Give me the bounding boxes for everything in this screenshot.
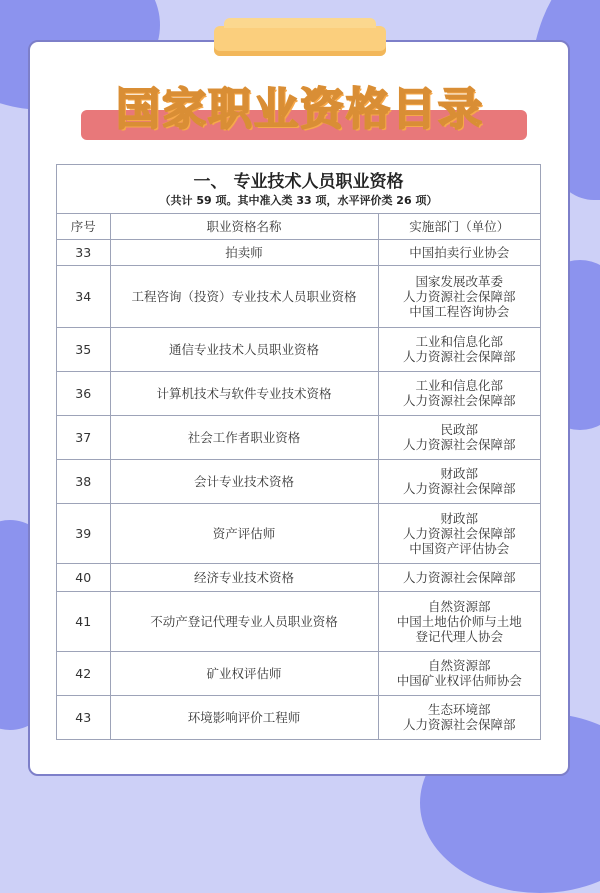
row-number: 43: [57, 695, 110, 739]
qualification-name: 不动产登记代理专业人员职业资格: [110, 591, 378, 651]
table-row: [57, 327, 540, 371]
qualification-name: 工程咨询（投资）专业技术人员职业资格: [110, 265, 378, 327]
table-header-row: [57, 214, 540, 239]
department-name: 人力资源社会保障部: [402, 393, 516, 408]
department-name: 国家发展改革委: [415, 273, 503, 289]
table-row: [57, 459, 540, 503]
department-name: 人力资源社会保障部: [402, 525, 516, 541]
qualification-name: 计算机技术与软件专业技术资格: [110, 371, 378, 415]
department-name: 财政部: [440, 510, 478, 526]
table-row: [57, 651, 540, 695]
row-number: 33: [57, 239, 110, 265]
qualification-name: 会计专业技术资格: [110, 459, 378, 503]
department-name: 中国拍卖行业协会: [409, 244, 510, 260]
table-row: [57, 503, 540, 563]
table-row: [57, 591, 540, 651]
department-name: 自然资源部: [427, 658, 491, 673]
implementing-departments: [378, 415, 540, 459]
department-name: 人力资源社会保障部: [402, 437, 516, 452]
row-number: 41: [57, 591, 110, 651]
qualification-name: 拍卖师: [110, 239, 378, 265]
department-name: 中国资产评估协会: [409, 540, 510, 556]
implementing-departments: [378, 503, 540, 563]
row-number: 34: [57, 265, 110, 327]
department-name: 人力资源社会保障部: [402, 717, 516, 733]
department-name: 中国矿业权评估师协会: [396, 673, 522, 688]
qualification-table: [57, 214, 540, 739]
qualification-name: 通信专业技术人员职业资格: [110, 327, 378, 371]
implementing-departments: [378, 563, 540, 591]
table-row: [57, 265, 540, 327]
table-row: [57, 563, 540, 591]
department-name: 人力资源社会保障部: [402, 288, 516, 304]
qualification-name: 经济专业技术资格: [110, 563, 378, 591]
implementing-departments: [378, 591, 540, 651]
implementing-departments: [378, 239, 540, 265]
department-name: 生态环境部: [427, 702, 491, 718]
department-name: 中国工程咨询协会: [409, 303, 510, 319]
row-number: 40: [57, 563, 110, 591]
section-header: [57, 165, 540, 214]
qualification-name: 社会工作者职业资格: [110, 415, 378, 459]
section-title: 一、 专业技术人员职业资格: [193, 172, 404, 192]
table-row: [57, 371, 540, 415]
department-name: 自然资源部: [427, 598, 491, 614]
row-number: 38: [57, 459, 110, 503]
table-row: [57, 695, 540, 739]
row-number: 42: [57, 651, 110, 695]
row-number: 37: [57, 415, 110, 459]
table-row: [57, 415, 540, 459]
table-row: [57, 239, 540, 265]
header-name: 职业资格名称: [110, 214, 378, 239]
department-name: 财政部: [440, 466, 478, 481]
department-name: 登记代理人协会: [415, 628, 503, 644]
department-name: 人力资源社会保障部: [402, 569, 516, 585]
implementing-departments: [378, 327, 540, 371]
department-name: 中国土地估价师与土地: [396, 613, 522, 629]
clipboard-clip: [214, 26, 386, 56]
implementing-departments: [378, 371, 540, 415]
qualification-name: 资产评估师: [110, 503, 378, 563]
section-subtitle: （共计 59 项。其中准入类 33 项，水平评价类 26 项）: [159, 194, 438, 207]
page-title: 国家职业资格目录: [116, 84, 484, 135]
implementing-departments: [378, 651, 540, 695]
qualification-table-box: [56, 164, 541, 740]
header-dept: 实施部门（单位）: [378, 214, 540, 239]
implementing-departments: [378, 695, 540, 739]
department-name: 工业和信息化部: [415, 334, 503, 349]
row-number: 35: [57, 327, 110, 371]
department-name: 民政部: [440, 422, 478, 437]
department-name: 人力资源社会保障部: [402, 481, 516, 496]
department-name: 工业和信息化部: [415, 378, 503, 393]
page-title-banner: [75, 84, 525, 142]
qualification-name: 环境影响评价工程师: [110, 695, 378, 739]
implementing-departments: [378, 459, 540, 503]
qualification-name: 矿业权评估师: [110, 651, 378, 695]
row-number: 36: [57, 371, 110, 415]
header-no: 序号: [57, 214, 110, 239]
row-number: 39: [57, 503, 110, 563]
implementing-departments: [378, 265, 540, 327]
department-name: 人力资源社会保障部: [402, 349, 516, 364]
